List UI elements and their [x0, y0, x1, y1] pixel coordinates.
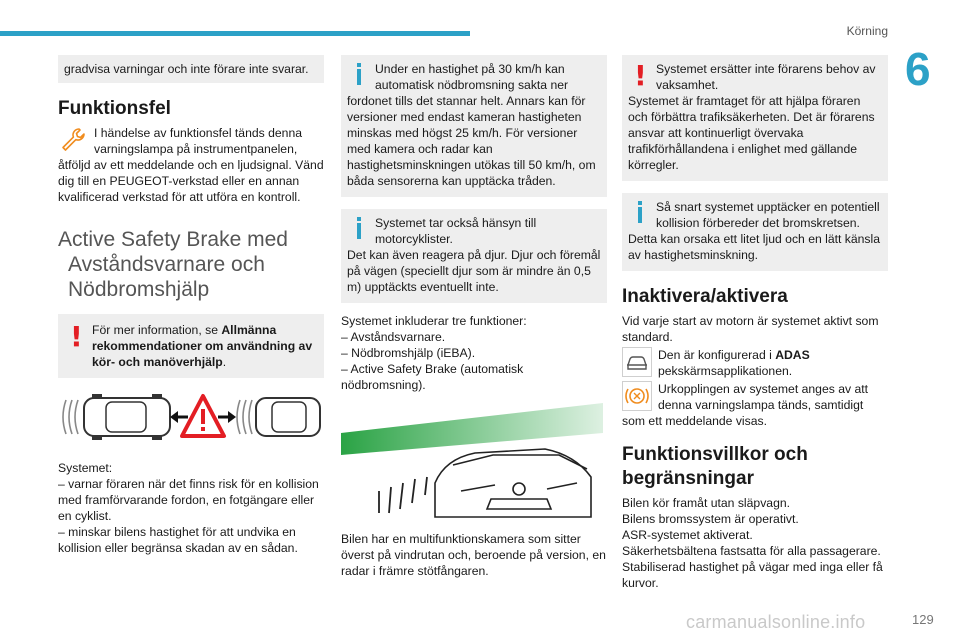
warning-note-vigilance: [622, 55, 888, 181]
radar-waves: [379, 477, 427, 513]
warn1-first: Systemet ersätter inte förarens behov av vaksamhet.: [656, 62, 876, 92]
main-title-line-3: Nödbromshjälp: [68, 278, 210, 301]
column-1: [58, 55, 324, 556]
system-text: Systemet:: [58, 461, 113, 475]
conditions-heading: Funktionsvillkor och begränsningar: [622, 444, 808, 489]
system-item-2: – minskar bilens hastighet för att undvika en kollision eller begränsa skadan av en sådan.: [58, 525, 298, 555]
arrow-left-to-triangle: [170, 411, 188, 423]
function-1: – Avståndsvarnare.: [341, 330, 446, 344]
wrench-icon: [58, 125, 88, 155]
condition-1: Bilen kör framåt utan släpvagn.: [622, 496, 791, 510]
main-title: [58, 227, 324, 302]
info1-rest: fordonet tills det stannar helt. Annars kan för versioner med endast kameran hastigheten minskas med högst 25 km/h. För versioner med kamera och radar kan hastighetsminskningen utökas till 50 km/h, om båda sensorerna kan upptäcka tråden.: [347, 94, 596, 188]
deactivate-text: Vid varje start av motorn är systemet aktivt som standard.: [622, 314, 879, 344]
top-accent-bar: [0, 31, 470, 36]
condition-3: ASR-systemet aktiverat.: [622, 528, 753, 542]
info-note-speed: [341, 55, 607, 197]
page-number: 129: [912, 612, 934, 627]
function-2: – Nödbromshjälp (iEBA).: [341, 346, 476, 360]
condition-4: Säkerhetsbältena fastsatta för alla passagerare.: [622, 544, 881, 558]
car-settings-icon: [622, 347, 652, 377]
system-item-1: – varnar föraren när det finns risk för en kollision med framförvarande fordon, en fotgängare eller en cyklist.: [58, 477, 319, 523]
warning-exclamation-icon: !: [70, 320, 83, 353]
adas-row: [622, 347, 888, 381]
danger-triangle: [182, 396, 224, 436]
fault-text: åtföljd av ett meddelande och en ljudsignal. Vänd dig till en PEUGEOT-verkstad eller en annan kvalificerad verkstad för att utföra en kontroll.: [58, 158, 324, 204]
info-note-motorcycles: [341, 209, 607, 303]
info-icon: [353, 63, 365, 91]
functions-intro: Systemet inkluderar tre funktioner:: [341, 314, 527, 328]
note-continued-text: gradvisa varningar och inte förare inte svarar.: [64, 62, 309, 76]
cars-illustration: [58, 392, 324, 442]
chapter-number: 6: [905, 43, 931, 95]
function-3: – Active Safety Brake (automatisk nödbromsning).: [341, 362, 524, 392]
warn-note-pre: För mer information, se: [92, 323, 222, 337]
car-right: [256, 398, 320, 436]
info-note-collision: [622, 193, 888, 271]
warn-note-bold: Allmänna rekommendationer om användning av kör- och manöverhjälp: [92, 323, 313, 369]
info2-first: Systemet tar också hänsyn till motorcyklister.: [375, 216, 537, 246]
info3-rest: Detta kan orsaka ett litet ljud och en lätt känsla av hastighetsminskning.: [628, 232, 881, 262]
section-title: Körning: [846, 24, 888, 38]
car-sensor-illustration: [341, 403, 607, 521]
unlink-row: [622, 381, 888, 415]
unlink-rest: som ett meddelande visas.: [622, 414, 767, 428]
info-icon: [353, 217, 365, 245]
fault-heading: Funktionsfel: [58, 98, 171, 119]
condition-5: Stabiliserad hastighet på vägar med inga eller få kurvor.: [622, 560, 883, 590]
warning-note-general: [58, 314, 324, 378]
warning-exclamation-icon: !: [634, 59, 647, 92]
camera-beam: [341, 403, 603, 455]
camera-text: Bilen har en multifunktionskamera som sitter överst på vindrutan och, beroende på version, en radar i främre stötfångaren.: [341, 532, 606, 578]
info1-first: Under en hastighet på 30 km/h kan automatisk nödbromsning sakta ner: [375, 62, 569, 92]
warn1-rest: Systemet är framtaget för att hjälpa föraren och förbättra trafiksäkerheten. Det är förarens ansvar att kontinuerligt övervaka trafikförhållandena i enlighet med gällande körregler.: [628, 94, 875, 172]
brake-warning-icon: [622, 381, 652, 411]
car-left: [84, 394, 170, 440]
column-3: [622, 55, 888, 591]
main-title-line-1: Active Safety Brake med: [58, 228, 288, 251]
info3-first: Så snart systemet upptäcker en potentiell kollision förbereder det bromskretsen.: [656, 200, 880, 230]
deactivate-heading: Inaktivera/aktivera: [622, 286, 788, 307]
column-2: [341, 55, 607, 579]
car-front: [435, 449, 591, 517]
info2-rest: Det kan även reagera på djur. Djur och föremål på vägen (speciellt djur som är mindre än 0,5 m) upptäckts eventuellt inte.: [347, 248, 601, 294]
watermark: carmanualsonline.info: [686, 612, 866, 632]
unlink-first: Urkopplingen av systemet anges av att denna varningslampa tänds, samtidigt: [658, 382, 869, 412]
adas-pre: Den är konfigurerad i: [658, 348, 776, 362]
fault-row: [58, 125, 324, 159]
condition-2: Bilens bromssystem är operativt.: [622, 512, 799, 526]
warn-note-post: .: [222, 355, 227, 369]
note-continued: [58, 55, 324, 83]
adas-bold: ADAS: [775, 348, 810, 362]
main-title-line-2: Avståndsvarnare och: [68, 253, 265, 276]
fault-text-first: I händelse av funktionsfel tänds denna varningslampa på instrumentpanelen,: [94, 126, 303, 156]
info-icon: [634, 201, 646, 229]
adas-post: pekskärmsapplikationen.: [658, 364, 793, 378]
